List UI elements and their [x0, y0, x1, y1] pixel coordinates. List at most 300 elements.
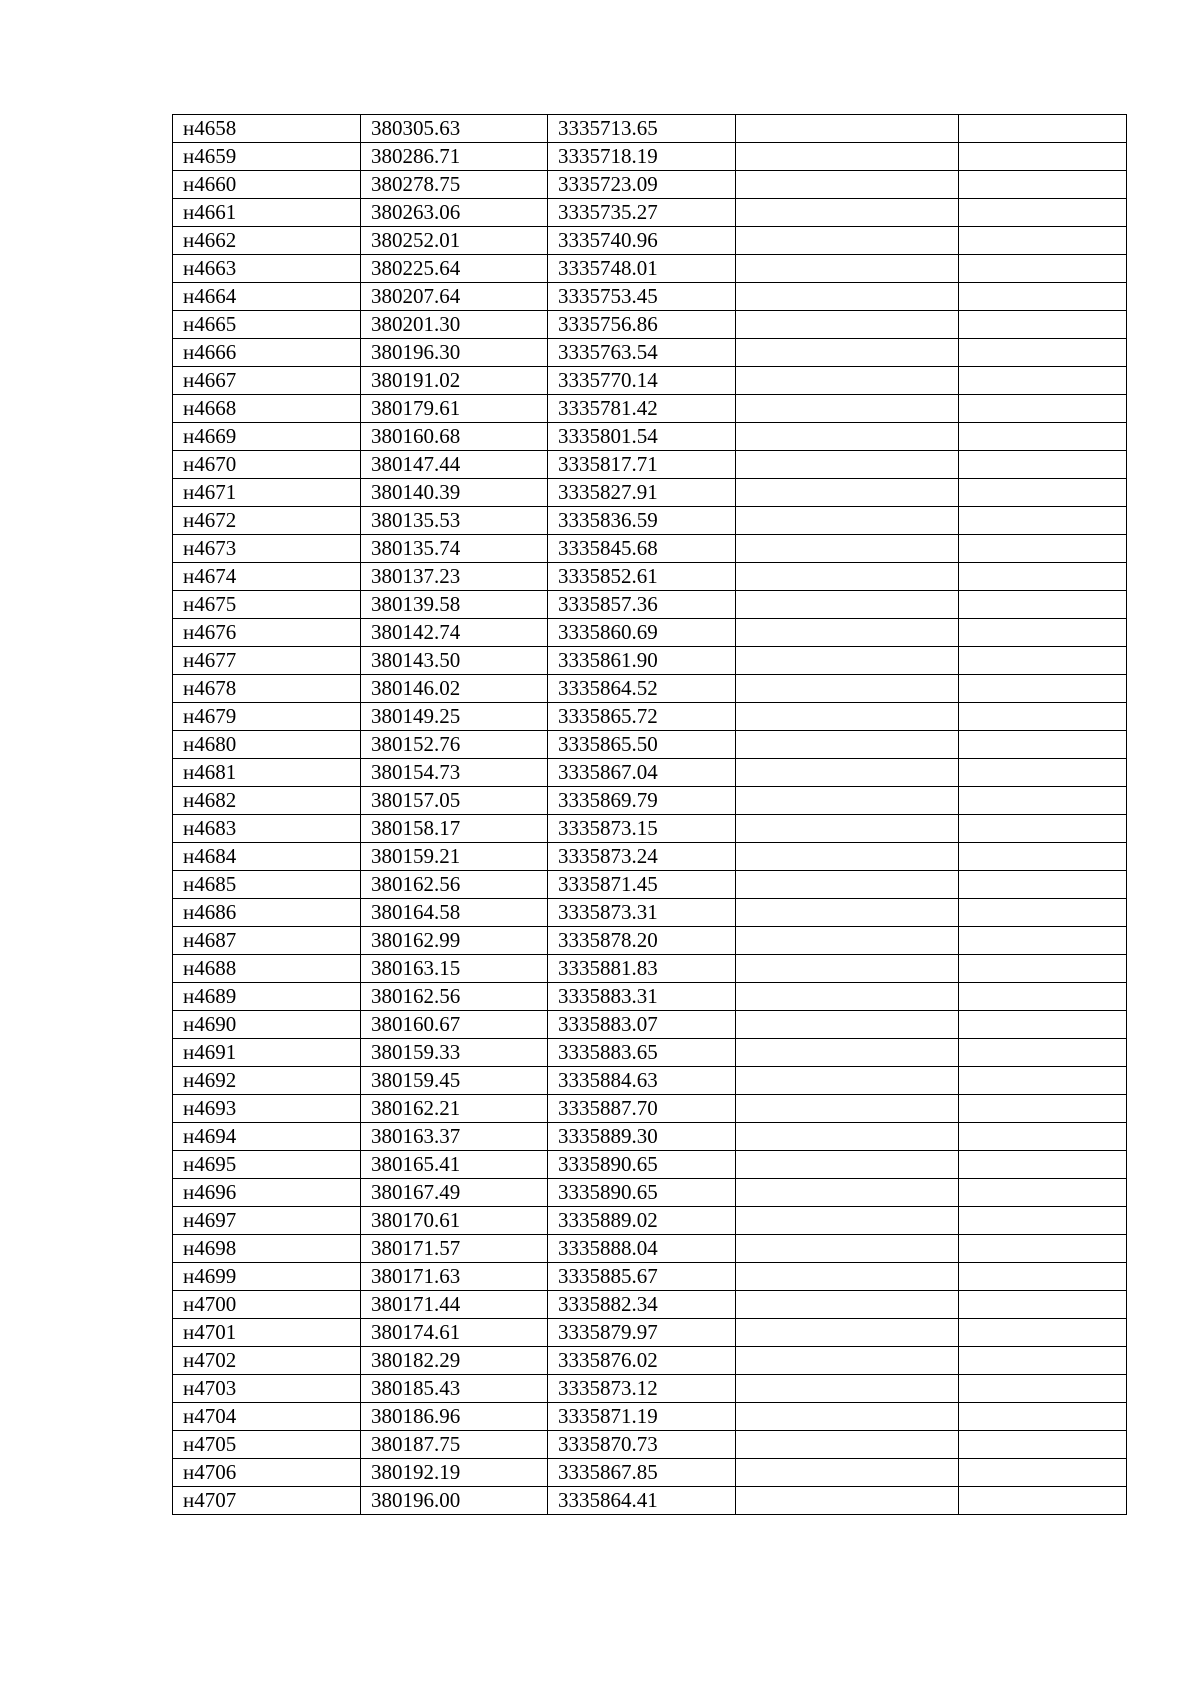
y-coordinate-cell: 3335883.31 [548, 983, 736, 1011]
empty-cell [959, 1319, 1127, 1347]
table-row [173, 899, 1127, 927]
point-name-cell: н4660 [173, 171, 361, 199]
point-name-cell: н4667 [173, 367, 361, 395]
y-coordinate-cell: 3335881.83 [548, 955, 736, 983]
y-coordinate-cell: 3335867.04 [548, 759, 736, 787]
table-row [173, 1459, 1127, 1487]
empty-cell [736, 143, 959, 171]
empty-cell [736, 535, 959, 563]
table-row [173, 171, 1127, 199]
empty-cell [959, 563, 1127, 591]
y-coordinate-cell: 3335869.79 [548, 787, 736, 815]
x-coordinate-cell: 380162.21 [361, 1095, 548, 1123]
x-coordinate-cell: 380186.96 [361, 1403, 548, 1431]
table-row [173, 563, 1127, 591]
empty-cell [736, 675, 959, 703]
table-row [173, 759, 1127, 787]
point-name-cell: н4675 [173, 591, 361, 619]
point-name-cell: н4682 [173, 787, 361, 815]
empty-cell [736, 647, 959, 675]
empty-cell [959, 367, 1127, 395]
y-coordinate-cell: 3335885.67 [548, 1263, 736, 1291]
x-coordinate-cell: 380171.63 [361, 1263, 548, 1291]
y-coordinate-cell: 3335735.27 [548, 199, 736, 227]
empty-cell [736, 1179, 959, 1207]
y-coordinate-cell: 3335879.97 [548, 1319, 736, 1347]
empty-cell [959, 1459, 1127, 1487]
empty-cell [736, 1207, 959, 1235]
point-name-cell: н4699 [173, 1263, 361, 1291]
point-name-cell: н4693 [173, 1095, 361, 1123]
table-row [173, 871, 1127, 899]
point-name-cell: н4679 [173, 703, 361, 731]
empty-cell [736, 927, 959, 955]
empty-cell [736, 507, 959, 535]
x-coordinate-cell: 380135.53 [361, 507, 548, 535]
table-row [173, 423, 1127, 451]
y-coordinate-cell: 3335740.96 [548, 227, 736, 255]
empty-cell [959, 955, 1127, 983]
table-row [173, 1487, 1127, 1515]
point-name-cell: н4704 [173, 1403, 361, 1431]
x-coordinate-cell: 380149.25 [361, 703, 548, 731]
table-row [173, 283, 1127, 311]
y-coordinate-cell: 3335873.15 [548, 815, 736, 843]
y-coordinate-cell: 3335718.19 [548, 143, 736, 171]
table-row [173, 675, 1127, 703]
empty-cell [959, 1403, 1127, 1431]
point-name-cell: н4669 [173, 423, 361, 451]
point-name-cell: н4676 [173, 619, 361, 647]
x-coordinate-cell: 380286.71 [361, 143, 548, 171]
empty-cell [959, 255, 1127, 283]
y-coordinate-cell: 3335836.59 [548, 507, 736, 535]
empty-cell [959, 787, 1127, 815]
empty-cell [736, 199, 959, 227]
table-row [173, 1319, 1127, 1347]
table-row [173, 1235, 1127, 1263]
table-row [173, 591, 1127, 619]
empty-cell [959, 1067, 1127, 1095]
point-name-cell: н4665 [173, 311, 361, 339]
x-coordinate-cell: 380225.64 [361, 255, 548, 283]
y-coordinate-cell: 3335882.34 [548, 1291, 736, 1319]
empty-cell [959, 871, 1127, 899]
empty-cell [959, 507, 1127, 535]
y-coordinate-cell: 3335827.91 [548, 479, 736, 507]
empty-cell [736, 1487, 959, 1515]
empty-cell [959, 283, 1127, 311]
table-row [173, 339, 1127, 367]
point-name-cell: н4690 [173, 1011, 361, 1039]
empty-cell [959, 451, 1127, 479]
y-coordinate-cell: 3335801.54 [548, 423, 736, 451]
point-name-cell: н4668 [173, 395, 361, 423]
y-coordinate-cell: 3335883.65 [548, 1039, 736, 1067]
empty-cell [736, 423, 959, 451]
point-name-cell: н4688 [173, 955, 361, 983]
y-coordinate-cell: 3335890.65 [548, 1151, 736, 1179]
point-name-cell: н4695 [173, 1151, 361, 1179]
empty-cell [959, 1375, 1127, 1403]
empty-cell [959, 199, 1127, 227]
y-coordinate-cell: 3335884.63 [548, 1067, 736, 1095]
y-coordinate-cell: 3335871.19 [548, 1403, 736, 1431]
empty-cell [959, 1487, 1127, 1515]
table-row [173, 1375, 1127, 1403]
point-name-cell: н4707 [173, 1487, 361, 1515]
x-coordinate-cell: 380170.61 [361, 1207, 548, 1235]
x-coordinate-cell: 380162.56 [361, 871, 548, 899]
empty-cell [736, 1095, 959, 1123]
empty-cell [736, 591, 959, 619]
y-coordinate-cell: 3335890.65 [548, 1179, 736, 1207]
empty-cell [959, 1151, 1127, 1179]
table-row [173, 955, 1127, 983]
table-row [173, 311, 1127, 339]
empty-cell [959, 1011, 1127, 1039]
table-row [173, 451, 1127, 479]
y-coordinate-cell: 3335873.31 [548, 899, 736, 927]
empty-cell [736, 1459, 959, 1487]
empty-cell [736, 115, 959, 143]
table-row [173, 1067, 1127, 1095]
empty-cell [736, 899, 959, 927]
point-name-cell: н4661 [173, 199, 361, 227]
table-row [173, 199, 1127, 227]
empty-cell [736, 1235, 959, 1263]
y-coordinate-cell: 3335860.69 [548, 619, 736, 647]
table-row [173, 647, 1127, 675]
table-row [173, 619, 1127, 647]
point-name-cell: н4681 [173, 759, 361, 787]
empty-cell [959, 1431, 1127, 1459]
empty-cell [959, 619, 1127, 647]
empty-cell [959, 1179, 1127, 1207]
empty-cell [959, 1291, 1127, 1319]
x-coordinate-cell: 380171.57 [361, 1235, 548, 1263]
empty-cell [736, 283, 959, 311]
point-name-cell: н4697 [173, 1207, 361, 1235]
table-row [173, 1123, 1127, 1151]
x-coordinate-cell: 380263.06 [361, 199, 548, 227]
table-row [173, 227, 1127, 255]
x-coordinate-cell: 380159.21 [361, 843, 548, 871]
y-coordinate-cell: 3335889.30 [548, 1123, 736, 1151]
empty-cell [959, 227, 1127, 255]
table-row [173, 143, 1127, 171]
x-coordinate-cell: 380207.64 [361, 283, 548, 311]
empty-cell [736, 619, 959, 647]
empty-cell [959, 143, 1127, 171]
point-name-cell: н4664 [173, 283, 361, 311]
x-coordinate-cell: 380278.75 [361, 171, 548, 199]
empty-cell [959, 591, 1127, 619]
point-name-cell: н4686 [173, 899, 361, 927]
point-name-cell: н4685 [173, 871, 361, 899]
empty-cell [959, 479, 1127, 507]
x-coordinate-cell: 380146.02 [361, 675, 548, 703]
empty-cell [736, 479, 959, 507]
y-coordinate-cell: 3335878.20 [548, 927, 736, 955]
x-coordinate-cell: 380159.45 [361, 1067, 548, 1095]
y-coordinate-cell: 3335889.02 [548, 1207, 736, 1235]
table-row [173, 1347, 1127, 1375]
x-coordinate-cell: 380160.68 [361, 423, 548, 451]
point-name-cell: н4705 [173, 1431, 361, 1459]
point-name-cell: н4700 [173, 1291, 361, 1319]
x-coordinate-cell: 380152.76 [361, 731, 548, 759]
point-name-cell: н4706 [173, 1459, 361, 1487]
y-coordinate-cell: 3335861.90 [548, 647, 736, 675]
x-coordinate-cell: 380187.75 [361, 1431, 548, 1459]
x-coordinate-cell: 380179.61 [361, 395, 548, 423]
y-coordinate-cell: 3335852.61 [548, 563, 736, 591]
point-name-cell: н4683 [173, 815, 361, 843]
empty-cell [736, 1263, 959, 1291]
x-coordinate-cell: 380185.43 [361, 1375, 548, 1403]
table-row [173, 1179, 1127, 1207]
point-name-cell: н4691 [173, 1039, 361, 1067]
table-row [173, 255, 1127, 283]
x-coordinate-cell: 380252.01 [361, 227, 548, 255]
y-coordinate-cell: 3335864.41 [548, 1487, 736, 1515]
empty-cell [736, 311, 959, 339]
empty-cell [736, 815, 959, 843]
point-name-cell: н4662 [173, 227, 361, 255]
table-row [173, 507, 1127, 535]
y-coordinate-cell: 3335867.85 [548, 1459, 736, 1487]
table-row [173, 1431, 1127, 1459]
empty-cell [736, 731, 959, 759]
empty-cell [736, 955, 959, 983]
y-coordinate-cell: 3335857.36 [548, 591, 736, 619]
y-coordinate-cell: 3335865.50 [548, 731, 736, 759]
empty-cell [959, 927, 1127, 955]
table-row [173, 1095, 1127, 1123]
empty-cell [736, 1067, 959, 1095]
point-name-cell: н4666 [173, 339, 361, 367]
y-coordinate-cell: 3335763.54 [548, 339, 736, 367]
empty-cell [736, 1403, 959, 1431]
y-coordinate-cell: 3335873.12 [548, 1375, 736, 1403]
x-coordinate-cell: 380171.44 [361, 1291, 548, 1319]
empty-cell [959, 815, 1127, 843]
y-coordinate-cell: 3335883.07 [548, 1011, 736, 1039]
x-coordinate-cell: 380191.02 [361, 367, 548, 395]
empty-cell [736, 227, 959, 255]
table-row [173, 843, 1127, 871]
empty-cell [736, 759, 959, 787]
empty-cell [959, 1347, 1127, 1375]
y-coordinate-cell: 3335865.72 [548, 703, 736, 731]
point-name-cell: н4659 [173, 143, 361, 171]
table-row [173, 535, 1127, 563]
empty-cell [736, 843, 959, 871]
empty-cell [959, 1123, 1127, 1151]
empty-cell [736, 1375, 959, 1403]
table-row [173, 1263, 1127, 1291]
y-coordinate-cell: 3335713.65 [548, 115, 736, 143]
point-name-cell: н4671 [173, 479, 361, 507]
empty-cell [736, 1319, 959, 1347]
empty-cell [736, 787, 959, 815]
y-coordinate-cell: 3335870.73 [548, 1431, 736, 1459]
y-coordinate-cell: 3335873.24 [548, 843, 736, 871]
empty-cell [959, 1095, 1127, 1123]
table-row [173, 815, 1127, 843]
point-name-cell: н4663 [173, 255, 361, 283]
x-coordinate-cell: 380154.73 [361, 759, 548, 787]
empty-cell [959, 171, 1127, 199]
x-coordinate-cell: 380162.56 [361, 983, 548, 1011]
point-name-cell: н4680 [173, 731, 361, 759]
x-coordinate-cell: 380196.00 [361, 1487, 548, 1515]
empty-cell [959, 1263, 1127, 1291]
empty-cell [959, 339, 1127, 367]
y-coordinate-cell: 3335781.42 [548, 395, 736, 423]
point-name-cell: н4692 [173, 1067, 361, 1095]
y-coordinate-cell: 3335887.70 [548, 1095, 736, 1123]
x-coordinate-cell: 380162.99 [361, 927, 548, 955]
point-name-cell: н4687 [173, 927, 361, 955]
point-name-cell: н4702 [173, 1347, 361, 1375]
point-name-cell: н4670 [173, 451, 361, 479]
empty-cell [959, 1207, 1127, 1235]
point-name-cell: н4698 [173, 1235, 361, 1263]
point-name-cell: н4673 [173, 535, 361, 563]
empty-cell [959, 311, 1127, 339]
table-row [173, 927, 1127, 955]
empty-cell [959, 899, 1127, 927]
point-name-cell: н4684 [173, 843, 361, 871]
empty-cell [959, 1235, 1127, 1263]
empty-cell [736, 339, 959, 367]
x-coordinate-cell: 380157.05 [361, 787, 548, 815]
y-coordinate-cell: 3335876.02 [548, 1347, 736, 1375]
coordinates-table [172, 114, 1127, 1515]
point-name-cell: н4658 [173, 115, 361, 143]
point-name-cell: н4672 [173, 507, 361, 535]
empty-cell [959, 675, 1127, 703]
empty-cell [959, 535, 1127, 563]
empty-cell [736, 1291, 959, 1319]
x-coordinate-cell: 380305.63 [361, 115, 548, 143]
table-row [173, 731, 1127, 759]
point-name-cell: н4678 [173, 675, 361, 703]
empty-cell [736, 367, 959, 395]
x-coordinate-cell: 380163.37 [361, 1123, 548, 1151]
point-name-cell: н4677 [173, 647, 361, 675]
empty-cell [736, 1431, 959, 1459]
empty-cell [736, 983, 959, 1011]
empty-cell [736, 563, 959, 591]
y-coordinate-cell: 3335871.45 [548, 871, 736, 899]
x-coordinate-cell: 380163.15 [361, 955, 548, 983]
y-coordinate-cell: 3335845.68 [548, 535, 736, 563]
empty-cell [959, 423, 1127, 451]
y-coordinate-cell: 3335817.71 [548, 451, 736, 479]
table-row [173, 479, 1127, 507]
point-name-cell: н4696 [173, 1179, 361, 1207]
table-row [173, 395, 1127, 423]
y-coordinate-cell: 3335756.86 [548, 311, 736, 339]
x-coordinate-cell: 380182.29 [361, 1347, 548, 1375]
empty-cell [959, 647, 1127, 675]
coordinates-table-body [173, 115, 1127, 1515]
empty-cell [736, 171, 959, 199]
y-coordinate-cell: 3335753.45 [548, 283, 736, 311]
empty-cell [959, 703, 1127, 731]
x-coordinate-cell: 380142.74 [361, 619, 548, 647]
x-coordinate-cell: 380140.39 [361, 479, 548, 507]
y-coordinate-cell: 3335864.52 [548, 675, 736, 703]
empty-cell [736, 451, 959, 479]
y-coordinate-cell: 3335770.14 [548, 367, 736, 395]
table-row [173, 703, 1127, 731]
x-coordinate-cell: 380160.67 [361, 1011, 548, 1039]
x-coordinate-cell: 380147.44 [361, 451, 548, 479]
x-coordinate-cell: 380174.61 [361, 1319, 548, 1347]
x-coordinate-cell: 380135.74 [361, 535, 548, 563]
empty-cell [959, 843, 1127, 871]
empty-cell [736, 1151, 959, 1179]
table-row [173, 367, 1127, 395]
empty-cell [736, 871, 959, 899]
table-row [173, 115, 1127, 143]
x-coordinate-cell: 380165.41 [361, 1151, 548, 1179]
empty-cell [959, 731, 1127, 759]
empty-cell [959, 759, 1127, 787]
point-name-cell: н4694 [173, 1123, 361, 1151]
table-row [173, 983, 1127, 1011]
empty-cell [736, 1039, 959, 1067]
point-name-cell: н4703 [173, 1375, 361, 1403]
empty-cell [736, 703, 959, 731]
empty-cell [736, 1011, 959, 1039]
empty-cell [736, 1123, 959, 1151]
empty-cell [959, 395, 1127, 423]
y-coordinate-cell: 3335723.09 [548, 171, 736, 199]
table-row [173, 1403, 1127, 1431]
table-row [173, 787, 1127, 815]
x-coordinate-cell: 380139.58 [361, 591, 548, 619]
empty-cell [736, 255, 959, 283]
empty-cell [736, 1347, 959, 1375]
table-row [173, 1151, 1127, 1179]
x-coordinate-cell: 380167.49 [361, 1179, 548, 1207]
x-coordinate-cell: 380143.50 [361, 647, 548, 675]
point-name-cell: н4701 [173, 1319, 361, 1347]
empty-cell [736, 395, 959, 423]
empty-cell [959, 115, 1127, 143]
x-coordinate-cell: 380164.58 [361, 899, 548, 927]
empty-cell [959, 983, 1127, 1011]
point-name-cell: н4689 [173, 983, 361, 1011]
x-coordinate-cell: 380192.19 [361, 1459, 548, 1487]
y-coordinate-cell: 3335888.04 [548, 1235, 736, 1263]
x-coordinate-cell: 380137.23 [361, 563, 548, 591]
x-coordinate-cell: 380159.33 [361, 1039, 548, 1067]
x-coordinate-cell: 380158.17 [361, 815, 548, 843]
empty-cell [959, 1039, 1127, 1067]
table-row [173, 1207, 1127, 1235]
point-name-cell: н4674 [173, 563, 361, 591]
y-coordinate-cell: 3335748.01 [548, 255, 736, 283]
x-coordinate-cell: 380196.30 [361, 339, 548, 367]
table-row [173, 1011, 1127, 1039]
table-row [173, 1291, 1127, 1319]
